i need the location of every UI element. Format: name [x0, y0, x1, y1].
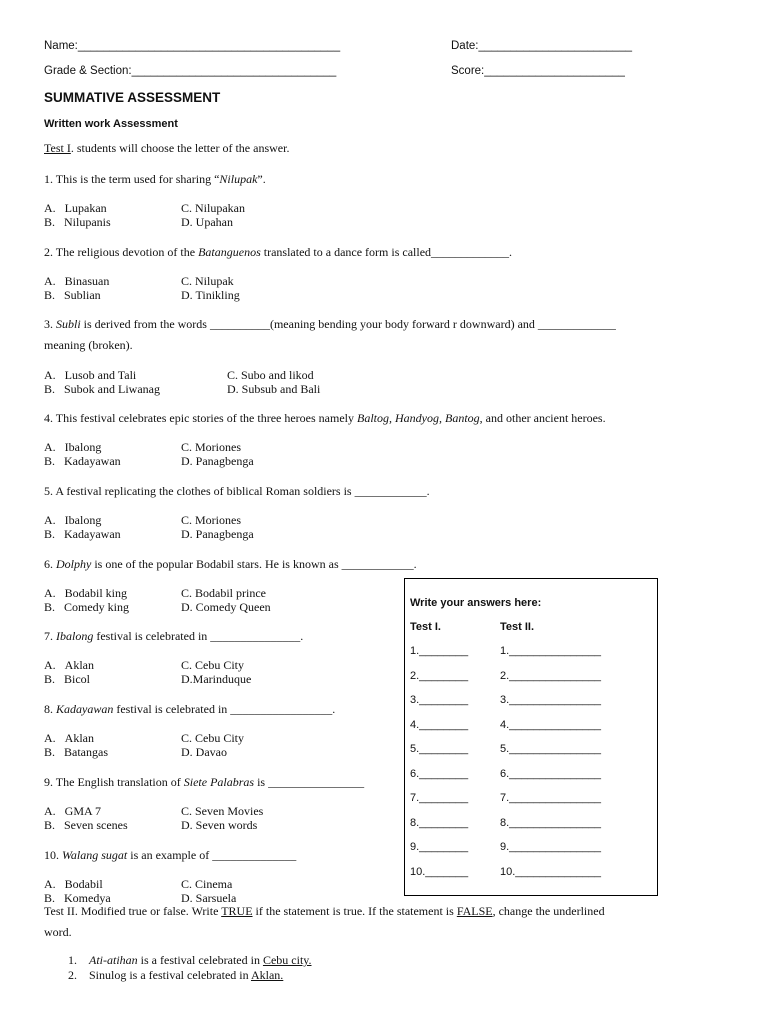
option-b: B. Sublian — [44, 288, 101, 302]
question-text-pre: 2. The religious devotion of the — [44, 245, 199, 259]
option-c: C. Nilupak — [181, 274, 234, 288]
test1-answer-blank[interactable]: 2.________ — [410, 669, 469, 682]
test2-item-text: is a festival celebrated in — [137, 953, 263, 967]
question-text — [44, 557, 417, 572]
option-d: D. Subsub and Bali — [227, 382, 321, 396]
option-c: C. Moriones — [181, 513, 241, 527]
option-b: B. Seven scenes — [44, 818, 128, 832]
page-subtitle: Written work Assessment — [44, 118, 178, 130]
test2-item — [68, 968, 283, 983]
test2-item-underlined: Aklan. — [250, 968, 284, 982]
question-text-emphasis: Siete Palabras — [183, 775, 255, 789]
test2-answer-blank[interactable]: 6._______________ — [500, 767, 601, 780]
option-a: A. Bodabil king — [44, 586, 127, 600]
test2-text-1: Test II. Modified true or false. Write — [44, 904, 222, 918]
question-text-post: is one of the popular Bodabil stars. He is known as ____________. — [91, 557, 417, 571]
option-a: A. Ibalong — [44, 440, 102, 454]
answer-col1-title: Test I. — [410, 621, 441, 633]
question-text-post: festival is celebrated in _______________. — [93, 629, 304, 643]
question-text-pre: 5. A festival replicating the clothes of biblical Roman soldiers is ____________. — [44, 484, 430, 498]
question-text-emphasis: Dolphy — [56, 557, 92, 571]
question-text — [44, 317, 722, 332]
option-c: C. Cebu City — [181, 658, 245, 672]
test1-answer-blank[interactable]: 1.________ — [410, 645, 469, 657]
test1-instructions — [44, 141, 289, 156]
test1-answer-blank[interactable]: 4.________ — [410, 718, 469, 731]
test2-answer-blank[interactable]: 3._______________ — [500, 694, 601, 706]
option-d: D. Seven words — [181, 818, 258, 832]
question-text-emphasis: Ibalong — [56, 629, 94, 643]
option-b: B. Subok and Liwanag — [44, 382, 160, 396]
test2-answer-blank[interactable]: 1._______________ — [500, 645, 601, 657]
question-text — [44, 484, 430, 499]
score-field[interactable]: Score:______________________ — [451, 65, 625, 77]
test2-answer-blank[interactable]: 4._______________ — [500, 718, 601, 731]
option-b: B. Bicol — [44, 672, 91, 686]
test2-item-number: 1. — [68, 953, 77, 967]
option-b: B. Komedya — [44, 891, 111, 905]
question-text-emphasis: Walang sugat — [62, 848, 128, 862]
option-c: C. Cinema — [181, 877, 233, 891]
option-a: A. Aklan — [44, 731, 94, 745]
question-text-emphasis: Subli — [56, 317, 81, 331]
page-title: SUMMATIVE ASSESSMENT — [44, 90, 221, 105]
option-c: C. Seven Movies — [181, 804, 264, 818]
question-text-post: , and other ancient heroes. — [479, 411, 606, 425]
question-text-pre: 8. — [44, 702, 56, 716]
option-c: C. Bodabil prince — [181, 586, 266, 600]
question-text-pre: 3. — [44, 317, 56, 331]
question-text-pre: 6. — [44, 557, 56, 571]
option-a: A. Aklan — [44, 658, 94, 672]
option-d: D. Davao — [181, 745, 227, 759]
option-c: C. Nilupakan — [181, 201, 245, 215]
question-text-pre: 10. — [44, 848, 62, 862]
option-a: A. Binasuan — [44, 274, 110, 288]
test1-answer-blank[interactable]: 3.________ — [410, 694, 469, 706]
question-text-pre: 4. This festival celebrates epic stories of the three heroes namely — [44, 411, 357, 425]
date-field[interactable]: Date:________________________ — [451, 40, 632, 52]
question-text-emphasis: Batanguenos — [198, 245, 261, 259]
option-d: D. Sarsuela — [181, 891, 237, 905]
option-c: C. Subo and likod — [227, 368, 314, 382]
test2-item — [68, 953, 312, 968]
question-text-pre: 1. This is the term used for sharing “ — [44, 172, 220, 186]
question-text-emphasis: Kadayawan — [56, 702, 114, 716]
question-text-line2: meaning (broken). — [44, 338, 133, 352]
option-d: D. Panagbenga — [181, 527, 254, 541]
test2-answer-blank[interactable]: 7._______________ — [500, 792, 601, 804]
test2-true-word: TRUE — [221, 904, 253, 918]
question-text-post: is ________________ — [254, 775, 365, 789]
option-d: D.Marinduque — [181, 672, 252, 686]
test1-text: . students will choose the letter of the answer. — [70, 141, 290, 155]
question-text-post: festival is celebrated in _________________. — [113, 702, 336, 716]
question-text-post: translated to a dance form is called_____________. — [260, 245, 513, 259]
option-a: A. Lusob and Tali — [44, 368, 137, 382]
question-text — [44, 245, 512, 260]
question-text — [44, 172, 266, 187]
test2-instructions — [44, 904, 722, 919]
option-b: B. Nilupanis — [44, 215, 111, 229]
test2-text-3: , change the underlined — [492, 904, 605, 918]
option-a: A. Lupakan — [44, 201, 107, 215]
test1-answer-blank[interactable]: 6.________ — [410, 767, 469, 780]
option-b: B. Comedy king — [44, 600, 130, 614]
option-b: B. Kadayawan — [44, 527, 121, 541]
test2-item-text: Sinulog is a festival celebrated in — [89, 968, 251, 982]
question-text — [44, 775, 364, 790]
test1-answer-blank[interactable]: 5.________ — [410, 743, 469, 755]
test2-instructions-line2: word. — [44, 925, 72, 939]
option-d: D. Tinikling — [181, 288, 240, 302]
grade-section-field[interactable]: Grade & Section:________________________________ — [44, 65, 337, 77]
answer-box-heading: Write your answers here: — [410, 597, 542, 609]
question-text — [44, 702, 335, 717]
test2-item-underlined: Cebu city. — [262, 953, 312, 967]
option-b: B. Batangas — [44, 745, 108, 759]
option-a: A. GMA 7 — [44, 804, 102, 818]
test2-answer-blank[interactable]: 2._______________ — [500, 669, 601, 682]
question-text — [44, 629, 303, 644]
test2-answer-blank[interactable]: 8._______________ — [500, 816, 601, 829]
question-text-post: ”. — [257, 172, 266, 186]
answer-col2-title: Test II. — [500, 621, 535, 633]
question-text — [44, 411, 606, 426]
test1-answer-blank[interactable]: 9.________ — [410, 841, 469, 853]
test1-answer-blank[interactable]: 10._______ — [410, 865, 469, 878]
test2-answer-blank[interactable]: 9._______________ — [500, 841, 601, 853]
test1-answer-blank[interactable]: 7.________ — [410, 792, 469, 804]
test1-label: Test I — [44, 141, 71, 155]
test2-answer-blank[interactable]: 10.______________ — [500, 865, 601, 878]
test1-answer-blank[interactable]: 8.________ — [410, 816, 469, 829]
question-text-emphasis: Nilupak — [219, 172, 258, 186]
question-text-pre: 7. — [44, 629, 56, 643]
question-text-pre: 9. The English translation of — [44, 775, 184, 789]
option-d: D. Panagbenga — [181, 454, 254, 468]
option-c: C. Cebu City — [181, 731, 245, 745]
option-d: D. Comedy Queen — [181, 600, 271, 614]
question-text-post: is derived from the words __________(meaning bending your body forward r downward) and _____________ — [80, 317, 616, 331]
question-text-post: is an example of ______________ — [127, 848, 297, 862]
answer-box — [404, 578, 658, 896]
test2-item-number: 2. — [68, 968, 77, 982]
name-field[interactable]: Name:_________________________________________ — [44, 40, 341, 52]
test2-text-2: if the statement is true. If the statement is — [252, 904, 457, 918]
option-a: A. Bodabil — [44, 877, 103, 891]
option-d: D. Upahan — [181, 215, 233, 229]
option-c: C. Moriones — [181, 440, 241, 454]
option-a: A. Ibalong — [44, 513, 102, 527]
option-b: B. Kadayawan — [44, 454, 121, 468]
test2-answer-blank[interactable]: 5._______________ — [500, 743, 601, 755]
test2-false-word: FALSE — [456, 904, 493, 918]
question-text — [44, 848, 296, 863]
question-text-emphasis: Baltog, Handyog, Bantog — [357, 411, 480, 425]
test2-item-emphasis: Ati-atihan — [89, 953, 138, 967]
